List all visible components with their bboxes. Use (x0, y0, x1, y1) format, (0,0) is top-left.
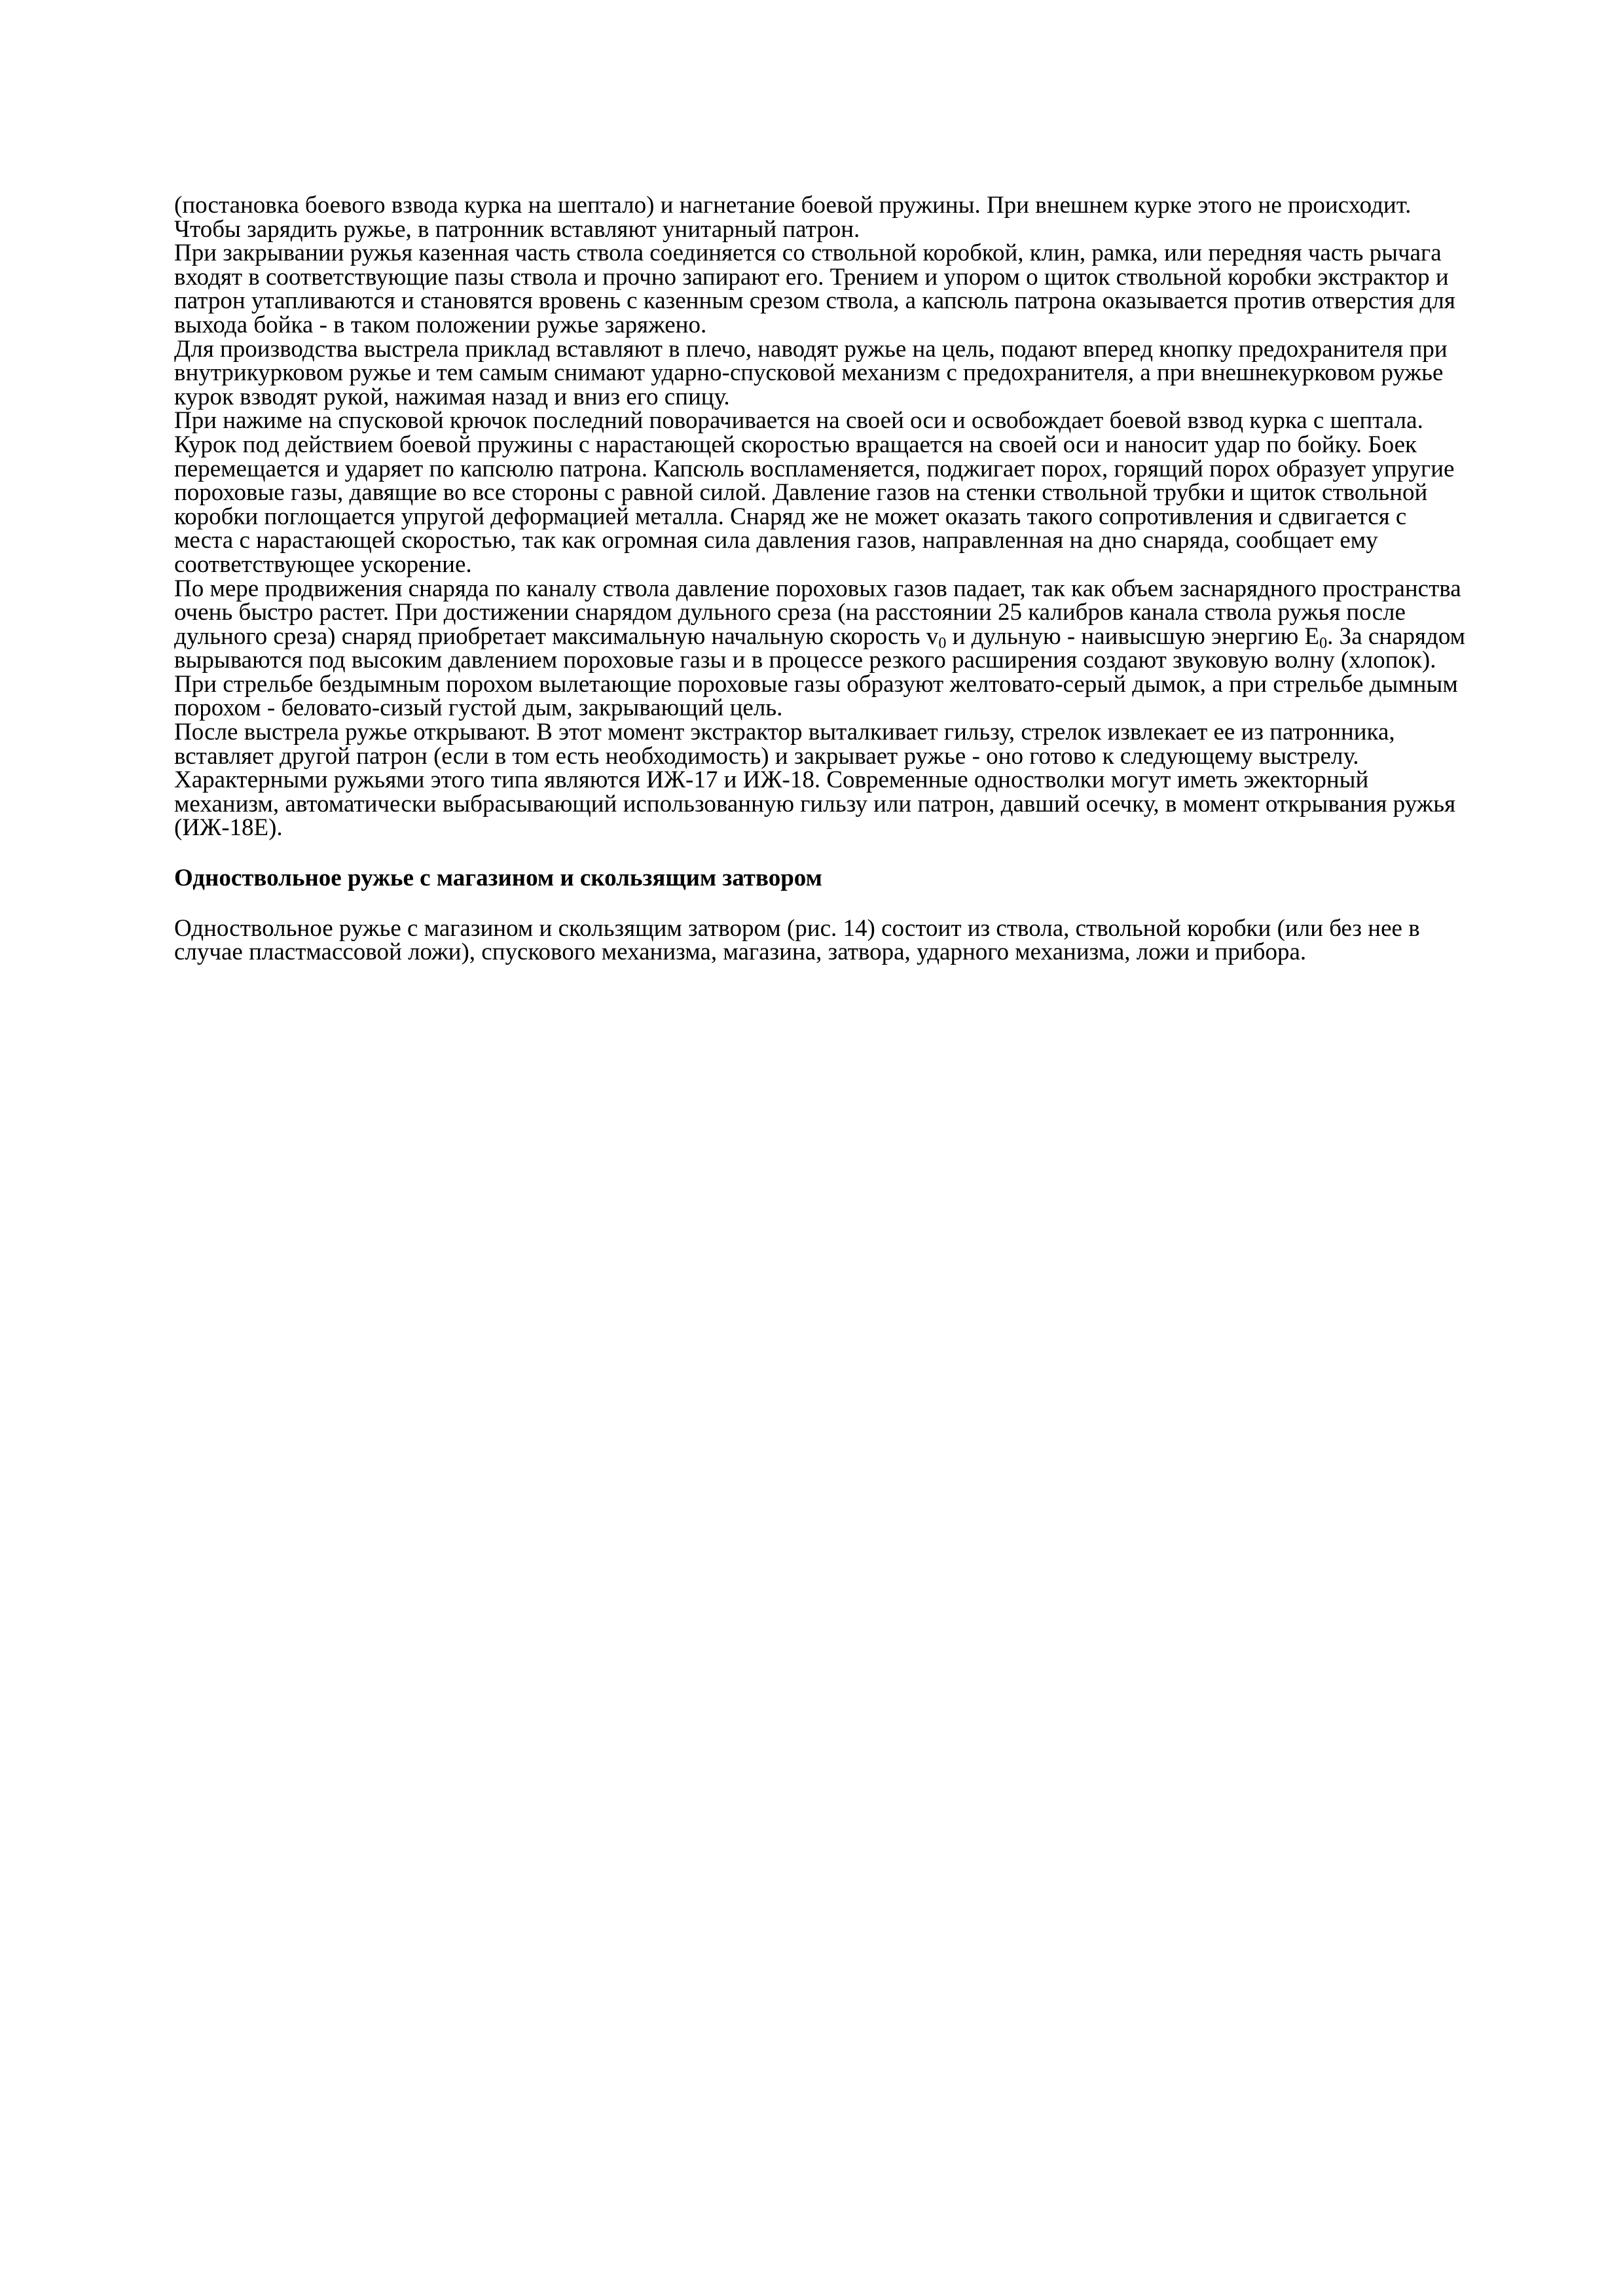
energy-subscript: 0 (1319, 634, 1328, 652)
paragraph-7: После выстрела ружье открывают. В этот момент экстрактор выталкивает гильзу, стрелок извлекает ее из патронника, вставляет другой патрон (если в том есть необходимость) и закрывает ружье - оно готово к следующему выстрелу. Характерными ружьями этого типа являются ИЖ-17 и ИЖ-18. Современные одностволки могут иметь эжекторный механизм, автоматически выбрасывающий использованную гильзу или патрон, давший осечку, в момент открывания ружья (ИЖ-18Е). (174, 719, 1456, 842)
section-heading: Одноствольное ружье с магазином и скользящим затвором (174, 865, 822, 892)
paragraph-5-text-c: . За снарядом вырываются под высоким давлением пороховые газы и в процессе резкого расширения создают звуковую волну (хлопок). (174, 622, 1466, 674)
paragraph-5 (174, 577, 1470, 673)
paragraph-4: При нажиме на спусковой крючок последний поворачивается на своей оси и освобождает боевой взвод курка с шептала. Курок под действием боевой пружины с нарастающей скоростью вращается на своей оси и наносит удар по бойку. Боек перемещается и ударяет по капсюлю патрона. Капсюль воспламеняется, поджигает порох, горящий порох образует упругие пороховые газы, давящие во все стороны с равной силой. Давление газов на стенки ствольной трубки и щиток ствольной коробки поглощается упругой деформацией металла. Снаряд же не может оказать такого сопротивления и сдвигается с места с нарастающей скоростью, так как огромная сила давления газов, направленная на дно снаряда, сообщает ему соответствующее ускорение. (174, 407, 1455, 578)
paragraph-3: Для производства выстрела приклад вставляют в плечо, наводят ружье на цель, подают вперед кнопку предохранителя при внутрикурковом ружье и тем самым снимают ударно-спусковой механизм с предохранителя, а при внешнекурковом ружье курок взводят рукой, нажимая назад и вниз его спицу. (174, 335, 1448, 410)
paragraph-6: При стрельбе бездымным порохом вылетающие пороховые газы образуют желтовато-серый дымок, а при стрельбе дымным порохом - беловато-сизый густой дым, закрывающий цель. (174, 670, 1458, 722)
velocity-subscript: 0 (938, 634, 947, 652)
paragraph-2: При закрывании ружья казенная часть ствола соединяется со ствольной коробкой, клин, рамка, или передняя часть рычага входят в соответствующие пазы ствола и прочно запирают его. Трением и упором о щиток ствольной коробки экстрактор и патрон утапливаются и становятся вровень с казенным срезом ствола, а капсюль патрона оказывается против отверстия для выхода бойка - в таком положении ружье заряжено. (174, 240, 1455, 338)
paragraph-1: (постановка боевого взвода курка на шептало) и нагнетание боевой пружины. При внешнем курке этого не происходит. Чтобы зарядить ружье, в патронник вставляют унитарный патрон. (174, 192, 1412, 243)
paragraph-5-text-a: По мере продвижения снаряда по каналу ствола давление пороховых газов падает, так как объем заснарядного пространства очень быстро растет. При достижении снарядом дульного среза (на расстоянии 25 калибров канала ствола ружья после дульного среза) снаряд приобретает максимальную начальную скорость v (174, 575, 1461, 650)
paragraph-5-text-b: и дульную - наивысшую энергию E (946, 622, 1320, 650)
document-page (174, 194, 1470, 965)
paragraph-8: Одноствольное ружье с магазином и скользящим затвором (рис. 14) состоит из ствола, ствольной коробки (или без нее в случае пластмассовой ложи), спускового механизма, магазина, затвора, ударного механизма, ложи и прибора. (174, 914, 1420, 966)
